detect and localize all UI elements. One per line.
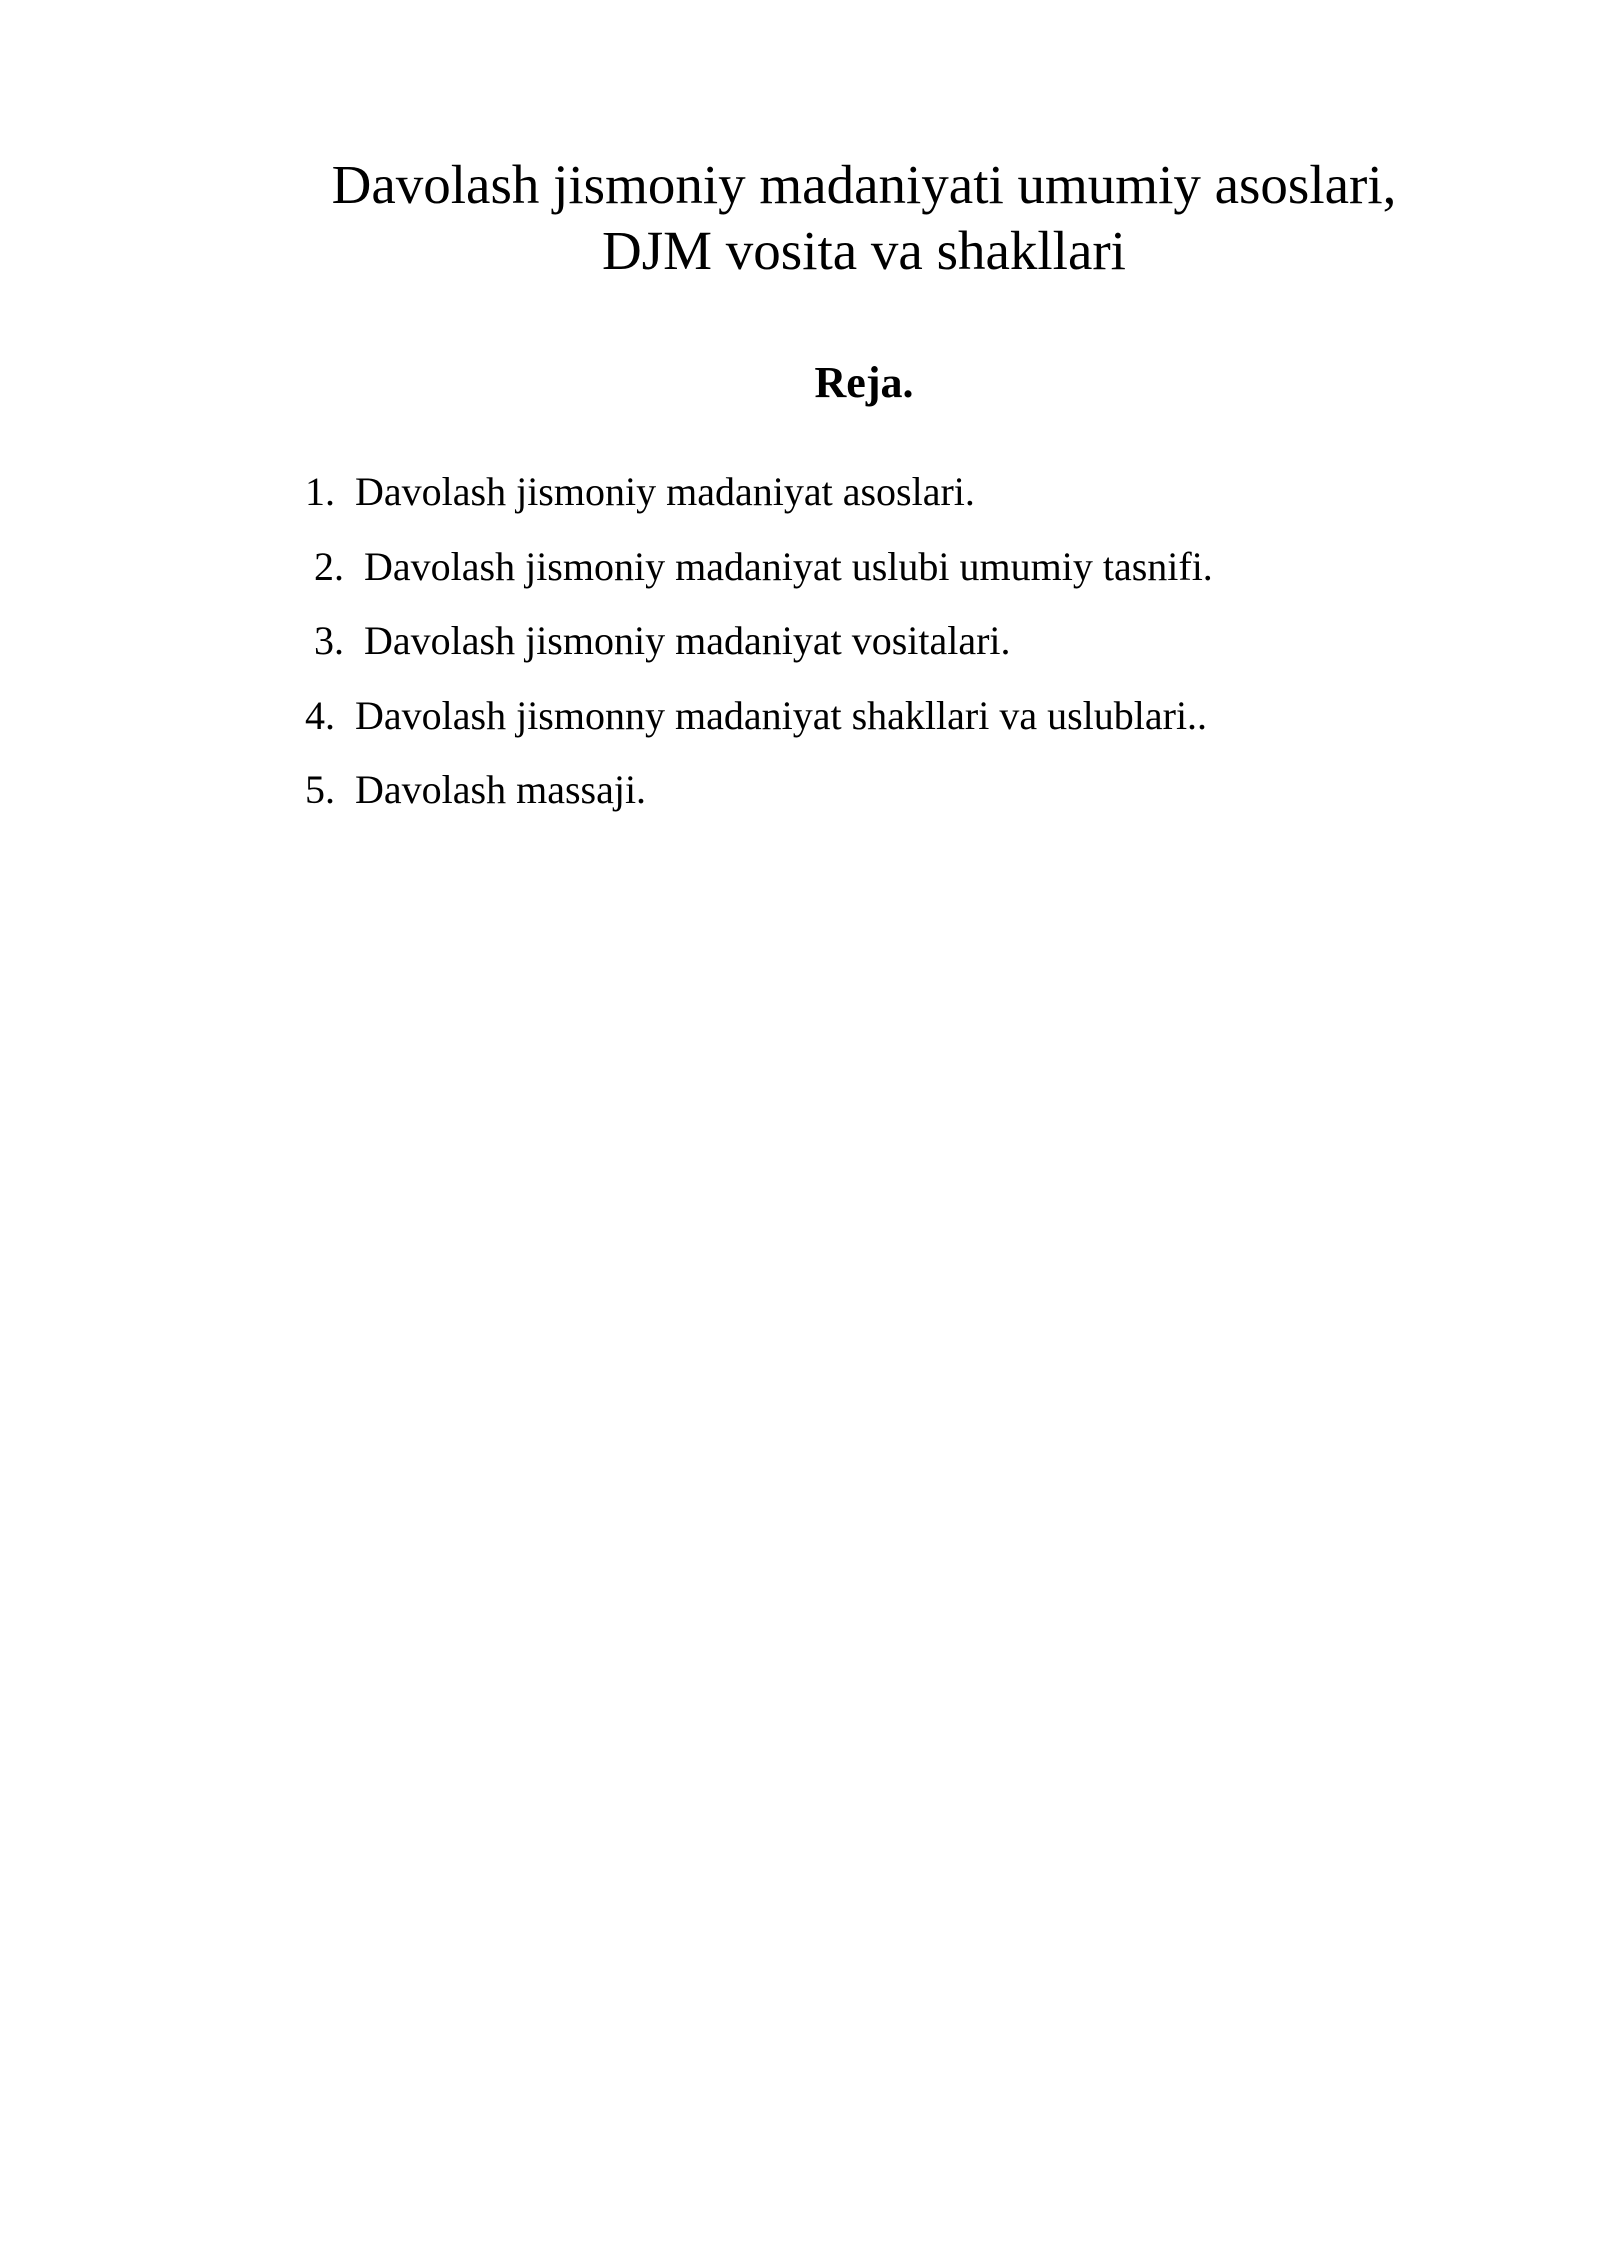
- plan-item-1: [305, 468, 975, 516]
- plan-item-text: Davolash massaji.: [355, 767, 647, 812]
- plan-item-number: 5.: [305, 767, 345, 812]
- title-line-1: Davolash jismoniy madaniyati umumiy asoslari,: [331, 154, 1397, 215]
- title-line-2: DJM vosita va shakllari: [602, 220, 1126, 281]
- plan-item-text: Davolash jismoniy madaniyat asoslari.: [355, 469, 975, 514]
- plan-item-number: 1.: [305, 469, 345, 514]
- plan-item-3: [314, 617, 1011, 665]
- plan-item-number: 3.: [314, 618, 354, 663]
- plan-item-4: [305, 692, 1207, 740]
- plan-item-number: 2.: [314, 544, 354, 589]
- plan-heading: Reja.: [814, 358, 914, 407]
- plan-item-number: 4.: [305, 693, 345, 738]
- plan-item-text: Davolash jismoniy madaniyat vositalari.: [364, 618, 1011, 663]
- plan-item-5: [305, 766, 646, 814]
- plan-item-text: Davolash jismonny madaniyat shakllari va uslublari..: [355, 693, 1208, 738]
- plan-item-2: [314, 543, 1213, 591]
- document-title: [0, 152, 1600, 284]
- plan-item-text: Davolash jismoniy madaniyat uslubi umumiy tasnifi.: [364, 544, 1213, 589]
